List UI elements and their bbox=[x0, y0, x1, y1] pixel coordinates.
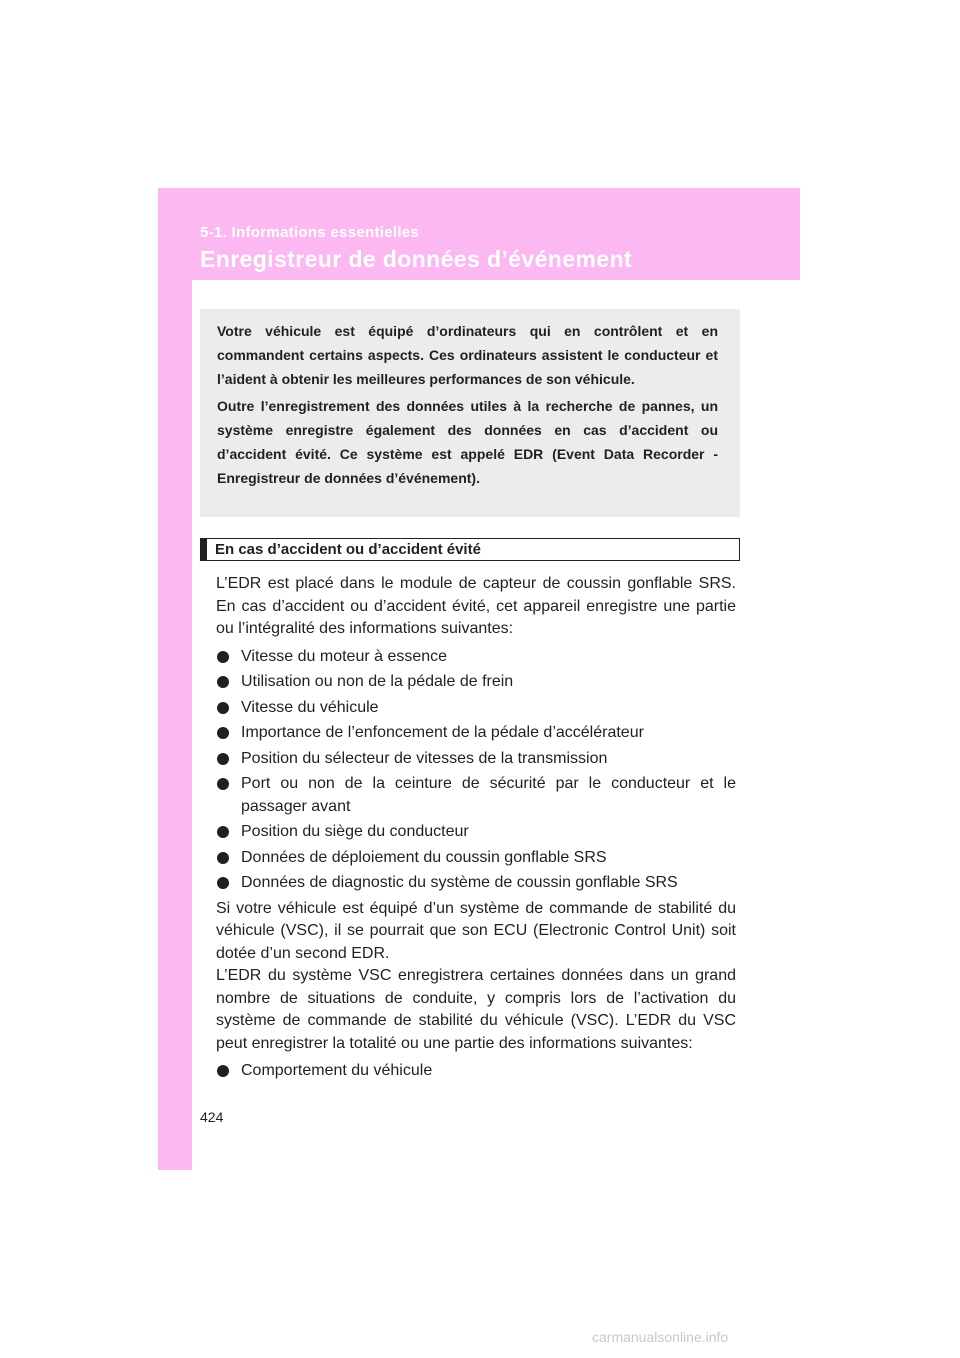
body-paragraph: L’EDR du système VSC enregistrera certaines données dans un grand nombre de situations de conduite, y compris lors de l’activation du système de commande de stabilité du véhicule (VSC). L’EDR du VSC peut enregistrer la totalité ou une partie des informations suivantes: bbox=[216, 967, 736, 1052]
list-item bbox=[216, 671, 736, 694]
list-item bbox=[216, 773, 736, 818]
list-item bbox=[216, 722, 736, 745]
bullet-list bbox=[216, 1060, 736, 1083]
bullet-icon bbox=[217, 651, 229, 663]
page-title: Enregistreur de données d’événement bbox=[200, 246, 632, 272]
list-item-text: Vitesse du moteur à essence bbox=[241, 647, 448, 665]
bullet-icon bbox=[217, 1065, 229, 1077]
bullet-icon bbox=[217, 676, 229, 688]
body-paragraph: L’EDR est placé dans le module de capteur de coussin gonflable SRS. En cas d’accident ou d’accident évité, cet appareil enregistre une partie ou l’intégralité des informations suivantes: bbox=[216, 575, 736, 637]
bullet-list bbox=[216, 646, 736, 895]
list-item-text: Données de déploiement du coussin gonflable SRS bbox=[241, 848, 607, 866]
list-item-text: Comportement du véhicule bbox=[241, 1062, 433, 1079]
intro-paragraph: Outre l’enregistrement des données utiles à la recherche de pannes, un système enregistre également des données en cas d’accident ou d’accident évité. Ce système est appelé EDR (Event Data Recorder - Enregistreur de données d’événement). bbox=[217, 398, 718, 486]
list-item bbox=[216, 646, 736, 669]
list-item bbox=[216, 872, 736, 895]
list-item-text: Données de diagnostic du système de coussin gonflable SRS bbox=[241, 874, 678, 891]
list-item-text: Utilisation ou non de la pédale de frein bbox=[241, 673, 514, 690]
bullet-icon bbox=[217, 852, 229, 864]
bullet-icon bbox=[217, 702, 229, 714]
list-item-text: Port ou non de la ceinture de sécurité par le conducteur et le passager avant bbox=[241, 775, 736, 815]
sidebar-tab bbox=[158, 188, 192, 1170]
intro-box bbox=[200, 309, 740, 517]
list-item bbox=[216, 821, 736, 844]
list-item bbox=[216, 1060, 736, 1083]
bullet-icon bbox=[217, 727, 229, 739]
page-number: 424 bbox=[200, 1109, 224, 1125]
list-item-text: Position du siège du conducteur bbox=[241, 823, 469, 840]
list-item-text: Position du sélecteur de vitesses de la transmission bbox=[241, 749, 608, 767]
list-item-text: Vitesse du véhicule bbox=[241, 698, 379, 716]
list-item bbox=[216, 847, 736, 870]
section-heading-text: En cas d’accident ou d’accident évité bbox=[215, 541, 481, 558]
body-paragraph: Si votre véhicule est équipé d’un système de commande de stabilité du véhicule (VSC), il se pourrait que son ECU (Electronic Control Unit) soit dotée d’un second EDR. bbox=[216, 899, 736, 962]
section-label: 5-1. Informations essentielles bbox=[200, 224, 420, 241]
list-item bbox=[216, 748, 736, 771]
section-heading bbox=[200, 538, 740, 561]
bullet-icon bbox=[217, 877, 229, 889]
watermark: carmanualsonline.info bbox=[592, 1329, 729, 1345]
list-item bbox=[216, 697, 736, 720]
list-item-text: Importance de l’enfoncement de la pédale d’accélérateur bbox=[241, 724, 644, 741]
bullet-icon bbox=[217, 753, 229, 765]
heading-bar bbox=[201, 539, 207, 560]
body-text bbox=[216, 573, 736, 1086]
bullet-icon bbox=[217, 778, 229, 790]
intro-paragraph: Votre véhicule est équipé d’ordinateurs qui en contrôlent et en commandent certains aspects. Ces ordinateurs assistent le conducteur et l’aident à obtenir les meilleures performances de son véhicule. bbox=[217, 323, 718, 387]
bullet-icon bbox=[217, 826, 229, 838]
